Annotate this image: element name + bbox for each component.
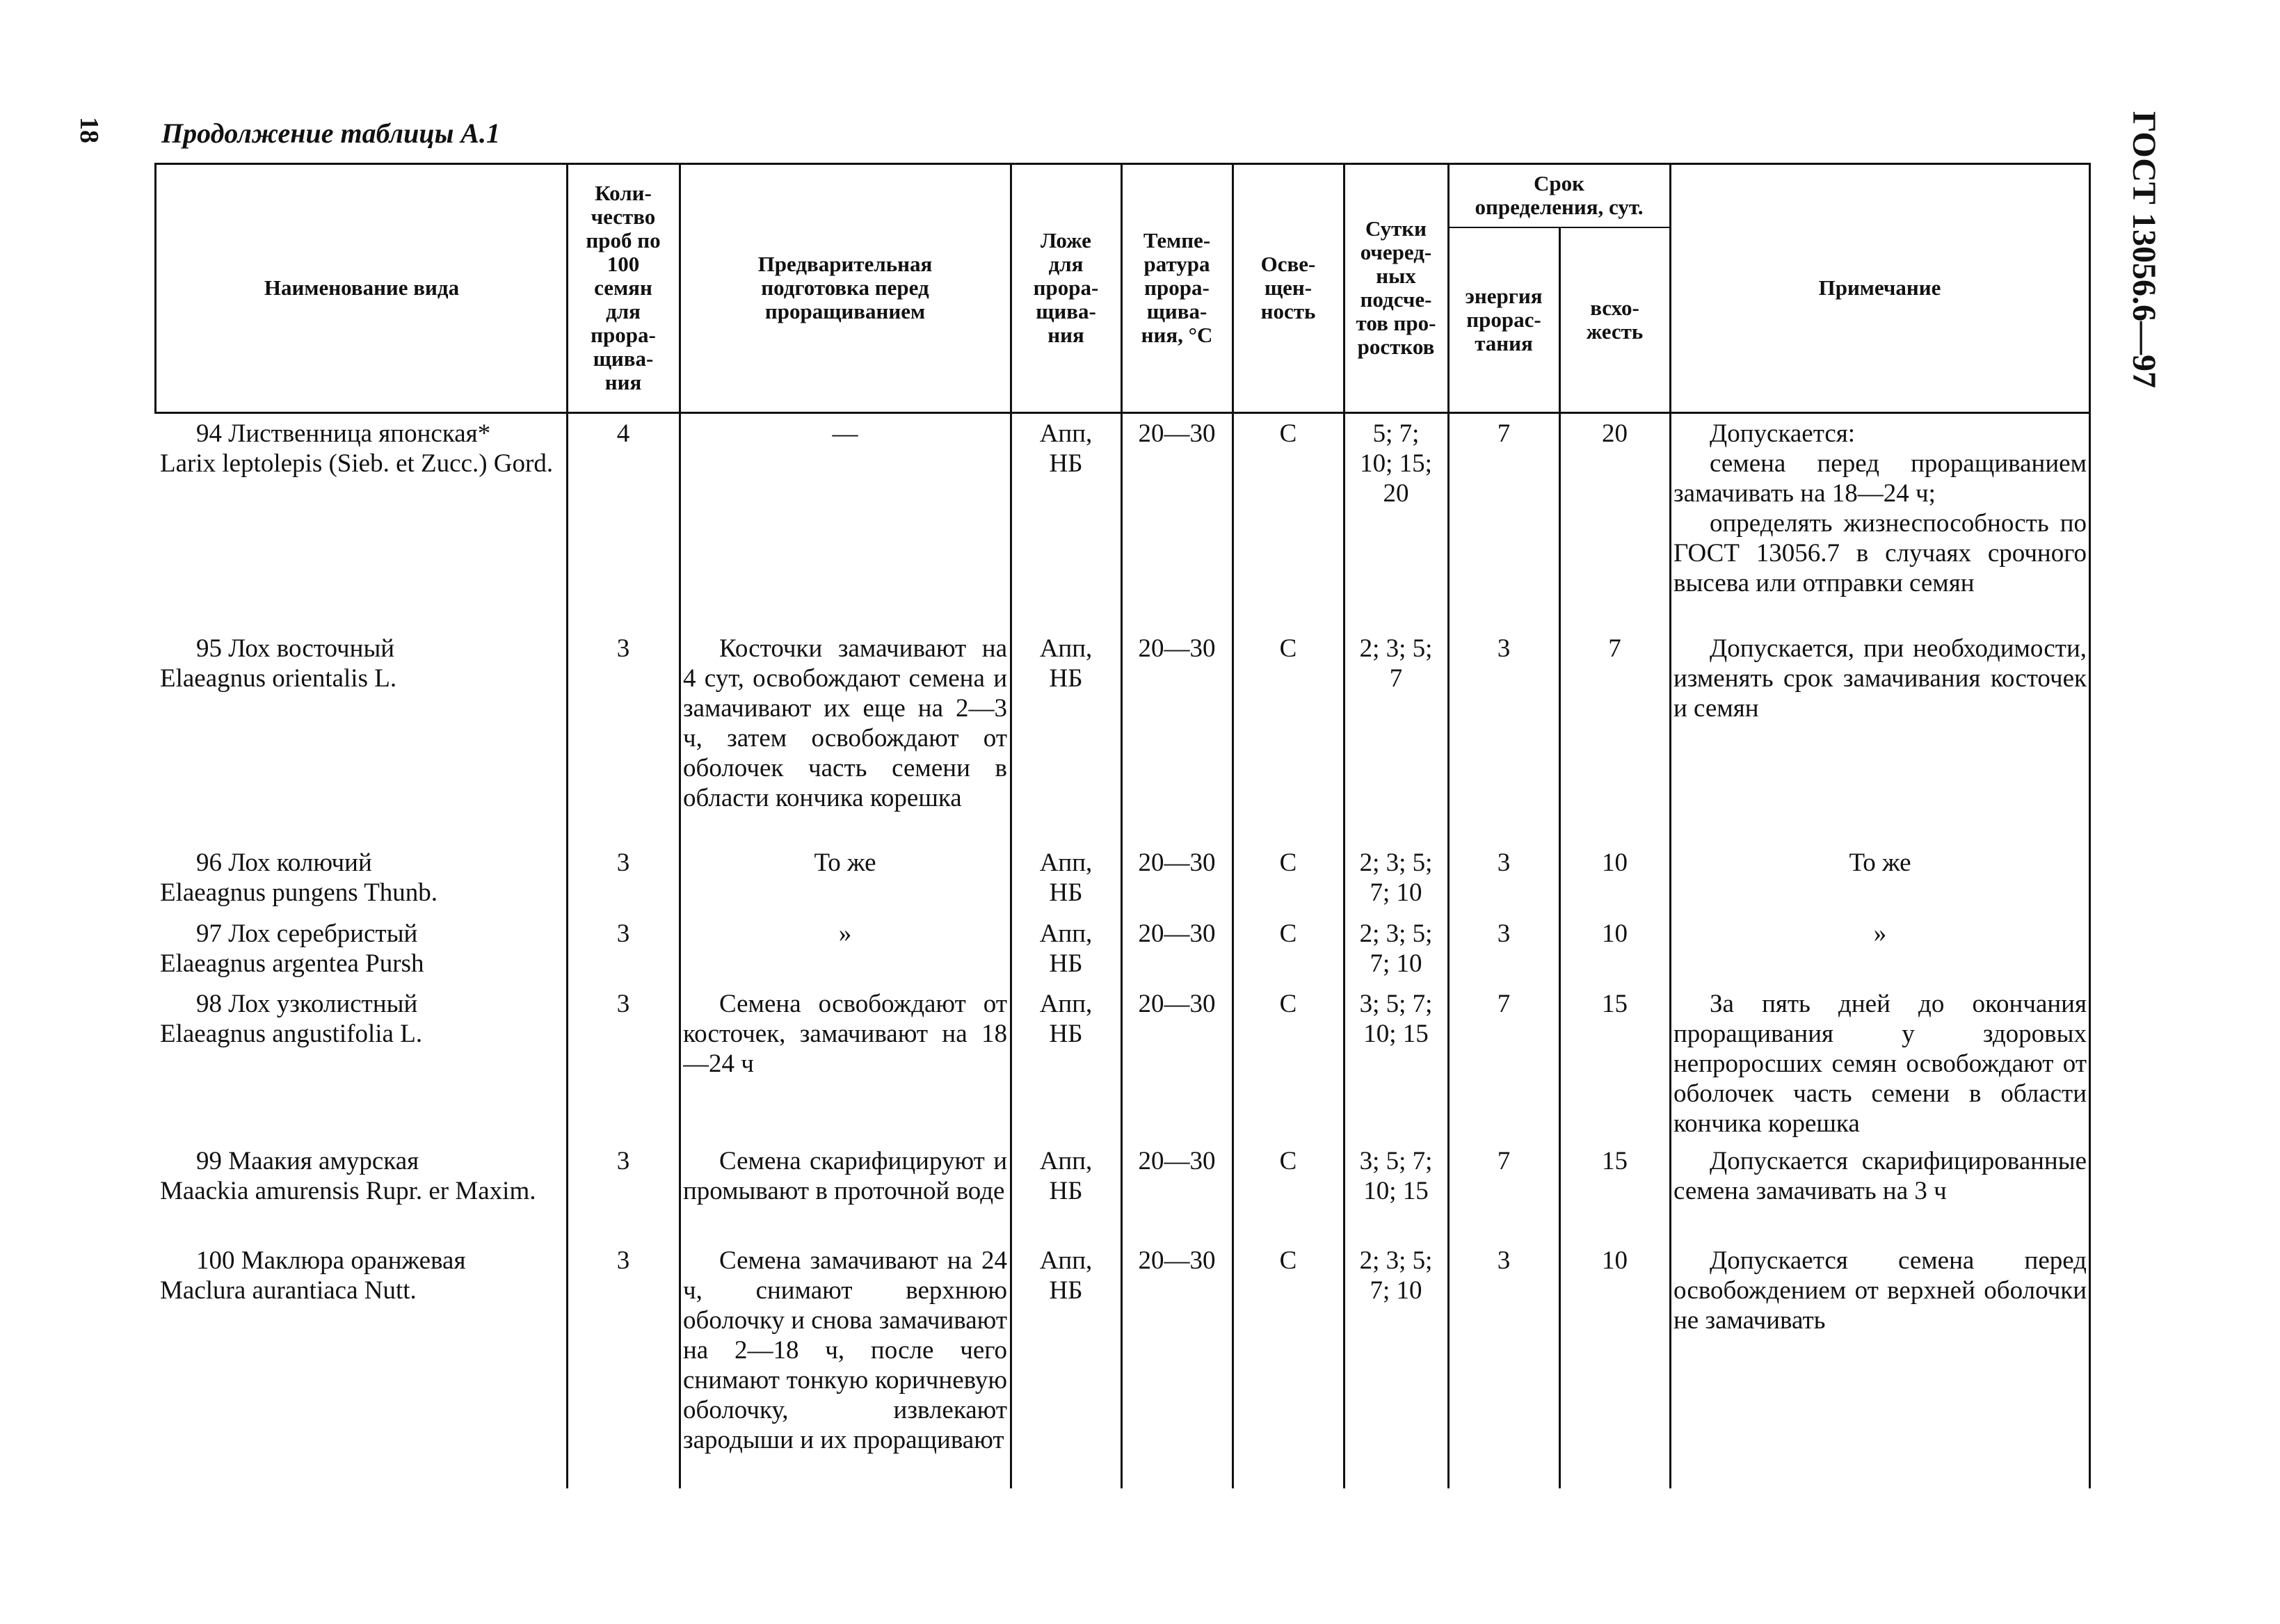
cell-lighting: С: [1279, 1246, 1297, 1275]
cell-bed: Апп, НБ: [1039, 634, 1093, 693]
cell-lighting: С: [1279, 419, 1297, 448]
cell-bed: Апп, НБ: [1039, 419, 1093, 478]
cell-germination: 15: [1602, 1147, 1628, 1175]
header-germination: всхо- жесть: [1586, 295, 1644, 344]
cell-samples: 3: [616, 849, 630, 877]
note-paragraph: семена перед проращиванием замачивать на 18—24 ч;: [1673, 449, 2087, 508]
cell-samples: 3: [616, 990, 630, 1018]
column-rule: [1669, 163, 1671, 1488]
cell-note: Допускается скарифицированные семена замачивать на 3 ч: [1673, 1147, 2087, 1205]
column-rule: [679, 163, 681, 1488]
cell-samples: 3: [616, 1246, 630, 1275]
species-latin: Maclura aurantiaca Nutt.: [160, 1276, 417, 1305]
cell-samples: 3: [616, 634, 630, 663]
cell-energy: 7: [1497, 990, 1511, 1018]
cell-energy: 7: [1497, 1147, 1511, 1175]
cell-bed: Апп, НБ: [1039, 919, 1093, 978]
cell-germination: 7: [1608, 634, 1621, 663]
cell-species: [160, 1246, 563, 1305]
cell-bed: Апп, НБ: [1039, 1147, 1093, 1205]
seed-germination-table: [154, 163, 2091, 1488]
species-name: 98 Лох узколистный: [196, 990, 418, 1018]
page-number: 18: [74, 117, 104, 143]
species-latin: Maackia amurensis Rupr. er Maxim.: [160, 1177, 536, 1205]
header-energy: энергия прорас- тания: [1465, 283, 1543, 356]
cell-energy: 3: [1497, 1246, 1511, 1275]
species-name: 99 Маакия амурская: [196, 1147, 419, 1175]
cell-temperature: 20—30: [1138, 1246, 1216, 1275]
header-bed: Ложе для прора- щива- ния: [1033, 227, 1099, 348]
cell-samples: 4: [616, 419, 630, 448]
species-name: 95 Лох восточный: [196, 634, 395, 663]
cell-species: [160, 848, 563, 908]
species-latin: Elaeagnus orientalis L.: [160, 664, 397, 693]
continuation-title: Продолжение таблицы А.1: [161, 118, 501, 149]
species-name: 94 Лиственница японская*: [196, 419, 491, 448]
column-rule: [2089, 163, 2091, 1488]
header-lighting: Осве- щен- ность: [1260, 251, 1316, 324]
standard-code: ГОСТ 13056.6—97: [2126, 111, 2162, 388]
cell-counts: 2; 3; 5; 7; 10: [1359, 1246, 1433, 1305]
cell-pretreatment: »: [838, 919, 852, 948]
standard-code-rotated: [2126, 111, 2163, 388]
species-latin: Elaeagnus argentea Pursh: [160, 949, 424, 978]
cell-lighting: С: [1279, 990, 1297, 1018]
cell-temperature: 20—30: [1138, 634, 1216, 663]
cell-pretreatment: Косточки замачивают на 4 сут, освобождают семена и замачивают их еще на 2—3 ч, затем освобождают от оболочек часть семени в области кончика корешка: [683, 634, 1007, 812]
cell-temperature: 20—30: [1138, 849, 1216, 877]
column-rule: [1559, 227, 1561, 1488]
cell-note: [1673, 419, 2087, 598]
species-name: 100 Маклюра оранжевая: [196, 1246, 466, 1275]
cell-germination: 10: [1602, 1246, 1628, 1275]
cell-counts: 2; 3; 5; 7; 10: [1359, 919, 1433, 978]
cell-temperature: 20—30: [1138, 1147, 1216, 1175]
cell-species: [160, 419, 563, 479]
column-rule: [1232, 163, 1234, 1488]
cell-lighting: С: [1279, 1147, 1297, 1175]
cell-note: Допускается семена перед освобождением от верхней оболочки не замачивать: [1673, 1246, 2087, 1335]
cell-energy: 3: [1497, 634, 1511, 663]
header-bottom-rule: [154, 412, 2091, 414]
cell-species: [160, 919, 563, 979]
header-temperature: Темпе- ратура прора- щива- ния, °С: [1141, 227, 1213, 348]
header-pretreatment: Предварительная подготовка перед проращиванием: [757, 251, 933, 324]
cell-species: [160, 634, 563, 693]
cell-energy: 7: [1497, 419, 1511, 448]
cell-bed: Апп, НБ: [1039, 849, 1093, 907]
cell-counts: 3; 5; 7; 10; 15: [1359, 1147, 1433, 1205]
note-paragraph: Допускается:: [1710, 419, 1856, 448]
cell-species: [160, 1146, 563, 1206]
cell-pretreatment: —: [832, 419, 858, 448]
cell-pretreatment: Семена замачивают на 24 ч, снимают верхнюю оболочку и снова замачивают на 2—18 ч, после чего снимают тонкую коричневую оболочку, извлекают зародыши и их проращивают: [683, 1246, 1007, 1454]
cell-species: [160, 989, 563, 1049]
table-top-rule: [154, 163, 2091, 165]
cell-temperature: 20—30: [1138, 990, 1216, 1018]
column-rule: [1447, 163, 1450, 1488]
cell-counts: 2; 3; 5; 7: [1359, 634, 1433, 693]
cell-temperature: 20—30: [1138, 419, 1216, 448]
header-samples: Коли- чество проб по 100 семян для прора- щива- ния: [586, 180, 661, 395]
cell-temperature: 20—30: [1138, 919, 1216, 948]
cell-pretreatment: Семена скарифицируют и промывают в проточной воде: [683, 1147, 1007, 1205]
species-latin: Elaeagnus pungens Thunb.: [160, 878, 438, 907]
header-species: Наименование вида: [264, 275, 460, 300]
cell-energy: 3: [1497, 849, 1511, 877]
cell-germination: 20: [1602, 419, 1628, 448]
cell-note: То же: [1849, 849, 1911, 877]
cell-lighting: С: [1279, 634, 1297, 663]
species-name: 96 Лох колючий: [196, 849, 372, 877]
cell-energy: 3: [1497, 919, 1511, 948]
cell-note: За пять дней до окончания проращивания у здоровых непроросших семян освобождают от оболочек часть семени в области кончика корешка: [1673, 990, 2087, 1138]
cell-counts: 2; 3; 5; 7; 10: [1359, 849, 1433, 907]
cell-note: Допускается, при необходимости, изменять срок замачивания косточек и семян: [1673, 634, 2087, 723]
cell-germination: 10: [1602, 849, 1628, 877]
column-rule: [1343, 163, 1345, 1488]
cell-lighting: С: [1279, 849, 1297, 877]
cell-germination: 10: [1602, 919, 1628, 948]
cell-counts: 5; 7; 10; 15; 20: [1360, 419, 1432, 508]
species-name: 97 Лох серебристый: [196, 919, 418, 948]
species-latin: Larix leptolepis (Sieb. et Zucc.) Gord.: [160, 449, 554, 478]
header-left-border: [154, 163, 156, 414]
cell-pretreatment: Семена освобождают от косточек, замачивают на 18—24 ч: [683, 990, 1007, 1078]
cell-counts: 3; 5; 7; 10; 15: [1359, 990, 1433, 1048]
cell-pretreatment: То же: [814, 849, 876, 877]
cell-samples: 3: [616, 919, 630, 948]
species-latin: Elaeagnus angustifolia L.: [160, 1020, 423, 1048]
cell-samples: 3: [616, 1147, 630, 1175]
header-counts: Сутки очеред- ных подсче- тов про- ростков: [1356, 216, 1436, 360]
column-rule: [1010, 163, 1012, 1488]
cell-bed: Апп, НБ: [1039, 1246, 1093, 1305]
header-period: Срок определения, сут.: [1475, 170, 1644, 219]
cell-bed: Апп, НБ: [1039, 990, 1093, 1048]
cell-germination: 15: [1602, 990, 1628, 1018]
column-rule: [1121, 163, 1123, 1488]
note-paragraph: определять жизнеспособность по ГОСТ 13056.7 в случаях срочного высева или отправки семян: [1673, 509, 2087, 597]
cell-lighting: С: [1279, 919, 1297, 948]
column-rule: [566, 163, 568, 1488]
header-note: Примечание: [1818, 275, 1941, 300]
cell-note: »: [1873, 919, 1887, 948]
